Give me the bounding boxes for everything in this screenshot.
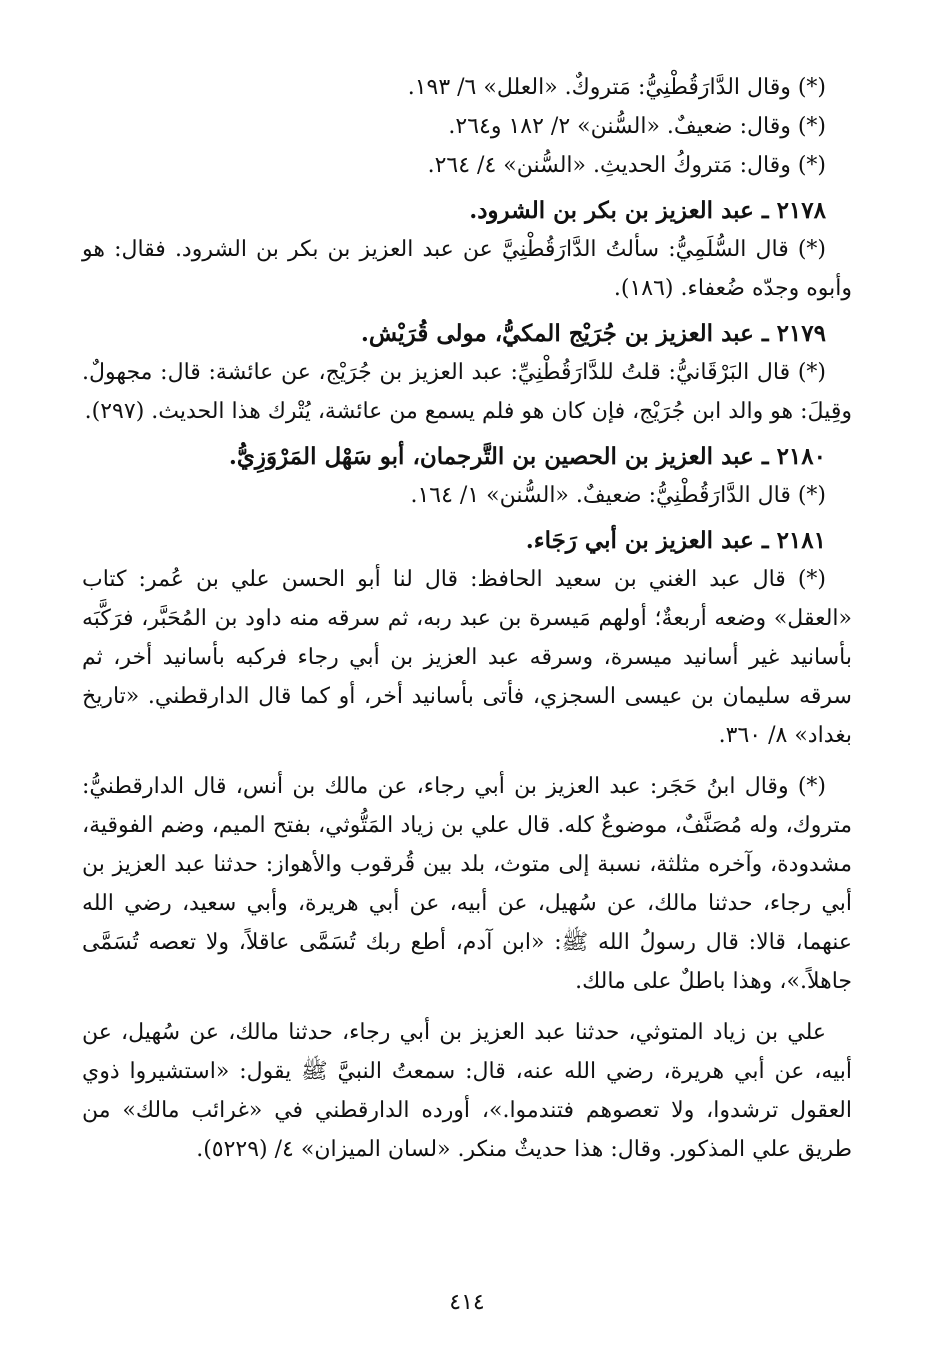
entry-2181-text-3: علي بن زياد المتوثي، حدثنا عبد العزيز بن أبي رجاء، حدثنا مالك، عن سُهيل، عن أبيه، عن أبي هريرة، رضي الله عنه، قال: سمعتُ النبيَّ ﷺ يقول: «استشيروا ذوي العقول ترشدوا، ولا تعصوهم فتندموا.»، أورده الدارقطني في «غرائب مالك» من طريق علي المذكور. وقال: هذا حديثٌ منكر. «لسان الميزان» ٤/ (٥٢٢٩). [82,1020,852,1162]
page-number: ٤١٤ [449,1290,485,1315]
quote-daraqutni-matruk: (*) وقال الدَّارَقُطْنِيُّ: مَتروكٌ. «العلل» ٦/ ١٩٣. [407,75,826,100]
entry-2178-text: (*) قال السُّلَمِيُّ: سألتُ الدَّارَقُطْنِيَّ عن عبد العزيز بن بكر بن الشرود. فقال: هو وأبوه وجدّه ضُعفاء. (١٨٦). [82,237,852,301]
entry-2179-text: (*) قال البَرْقَانيُّ: قلتُ للدَّارَقُطْنِيِّ: عبد العزيز بن جُرَيْج، عن عائشة: قال: مجهولٌ. وقِيلَ: هو والد ابن جُرَيْج، فإن كان هو فلم يسمع من عائشة، يُتْرك هذا الحديث. (٢٩٧). [82,360,852,424]
entry-2179-heading: ٢١٧٩ ـ عبد العزيز بن جُرَيْج المكيُّ، مولى قُرَيْش. [360,320,826,347]
entry-2181-text-1: (*) قال عبد الغني بن سعيد الحافظ: قال لنا أبو الحسن علي بن عُمر: كتاب «العقل» وضعه أربعةٌ؛ أولهم مَيسرة بن عبد ربه، ثم سرقه منه داود بن المُحَبَّر، فرَكَّبَه بأسانيد غير أسانيد ميسرة، وسرقه عبد العزيز بن أبي رجاء فركبه بأسانيد أخر، ثم سرقه سليمان بن عيسى السجزي، فأتى بأسانيد أخر، أو كما قال الدارقطني. «تاريخ بغداد» ٨/ ٣٦٠. [82,567,852,748]
entry-2180-heading: ٢١٨٠ ـ عبد العزيز بن الحصين بن التَّرجمان، أبو سَهْل المَرْوَزِيُّ. [228,443,826,470]
entry-2180-text: (*) قال الدَّارَقُطْنِيُّ: ضعيفٌ. «السُّنن» ١/ ١٦٤. [410,483,826,508]
entry-2178-heading: ٢١٧٨ ـ عبد العزيز بن بكر بن الشرود. [469,197,826,224]
quote-daif-sunan: (*) وقال: ضعيفٌ. «السُّنن» ٢/ ١٨٢ و٢٦٤. [448,114,826,139]
quote-matruk-hadith: (*) وقال: مَتروكُ الحديثِ. «السُّنن» ٤/ ٢٦٤. [427,153,826,178]
entry-2181-heading: ٢١٨١ ـ عبد العزيز بن أبي رَجَاء. [525,527,826,554]
entry-2181-text-2: (*) وقال ابنُ حَجَر: عبد العزيز بن أبي رجاء، عن مالك بن أنس، قال الدارقطنيُّ: متروك، وله مُصَنَّفٌ، موضوعٌ كله. قال علي بن زياد المَتُّوثي، بفتح الميم، وضم الفوقية، مشدودة، وآخره مثلثة، نسبة إلى متوث، بلد بين قُرقوب والأهواز: حدثنا عبد العزيز بن أبي رجاء، حدثنا مالك، عن سُهيل، عن أبيه، عن أبي هريرة، وأبي سعيد، رضي الله عنهما، قالا: قال رسولُ الله ﷺ: «ابن آدم، أطع ربك تُسَمَّى عاقلاً، ولا تعصه تُسَمَّى جاهلاً.»، وهذا باطلٌ على مالك. [82,774,852,994]
